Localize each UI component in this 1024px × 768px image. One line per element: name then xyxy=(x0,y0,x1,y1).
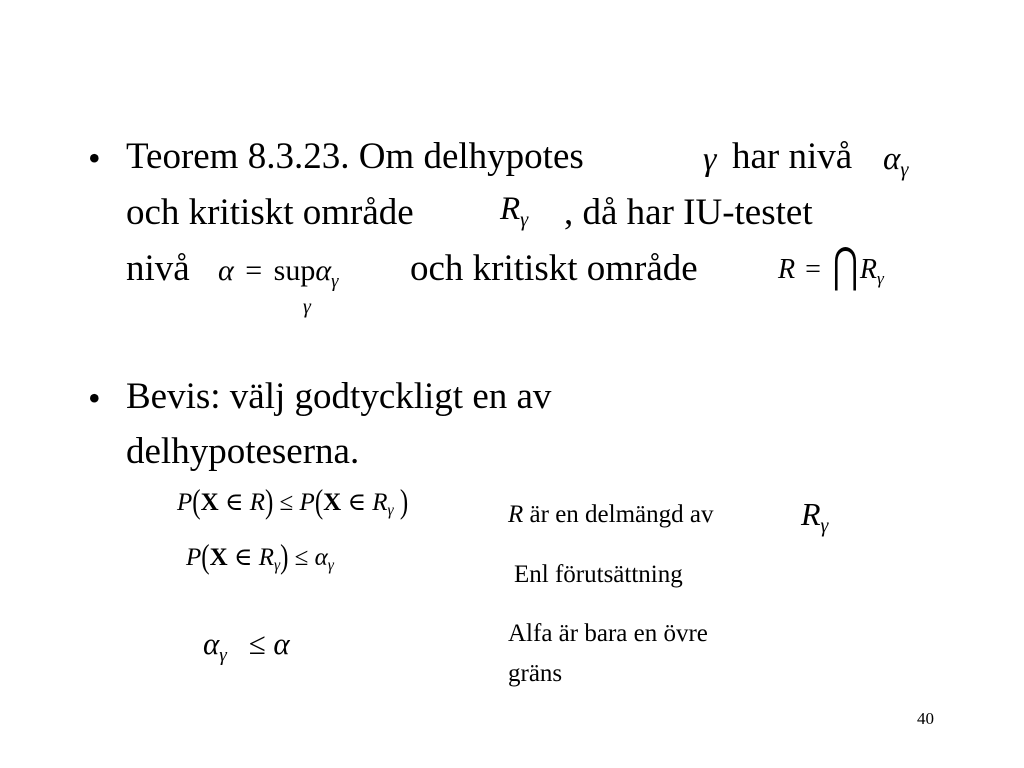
probability-inequality-2 xyxy=(186,539,334,576)
alpha-equals-sup-formula xyxy=(218,254,339,292)
R-gamma-symbol xyxy=(801,496,829,537)
gamma-subscript: γ xyxy=(900,159,909,182)
theorem-text-part-4: , då har IU-testet xyxy=(564,192,813,233)
alpha-symbol: α xyxy=(883,141,901,177)
R-symbol: R xyxy=(500,191,521,227)
probability-inequality-1 xyxy=(177,484,409,521)
close-paren: ) xyxy=(280,539,289,576)
note-delmangd xyxy=(508,497,720,533)
bullet-marker-1: • xyxy=(88,138,101,178)
close-paren: ) xyxy=(399,484,409,521)
alpha-symbol: α xyxy=(273,626,290,661)
leq-symbol: ≤ xyxy=(279,489,294,516)
X-symbol: X xyxy=(209,544,228,571)
R-gamma-symbol xyxy=(500,191,529,232)
P-symbol: P xyxy=(186,544,202,571)
R-equals-intersection-formula xyxy=(778,240,884,294)
big-intersection-symbol: ⋂ xyxy=(832,240,859,294)
gamma-subscript: γ xyxy=(876,269,884,289)
R-symbol: R xyxy=(372,489,388,516)
sup-operator: sup xyxy=(273,254,316,287)
P-symbol: P xyxy=(177,489,193,516)
leq-symbol: ≤ xyxy=(248,626,266,661)
element-of-symbol: ∈ xyxy=(233,544,253,571)
R-symbol: R xyxy=(508,501,524,528)
close-paren: ) xyxy=(264,484,274,521)
theorem-text-part-2: har nivå xyxy=(732,136,853,177)
gamma-subscript: γ xyxy=(219,644,227,666)
theorem-text-part-5: nivå xyxy=(126,248,190,289)
X-symbol: X xyxy=(200,489,219,516)
note-alfa-line-2: gräns xyxy=(508,660,563,687)
gamma-subscript: γ xyxy=(327,557,334,575)
R-symbol: R xyxy=(859,254,877,285)
theorem-text-part-6: och kritiskt område xyxy=(410,248,698,289)
page-number: 40 xyxy=(917,709,934,728)
equals-sign: = xyxy=(245,254,263,287)
alpha-symbol: α xyxy=(314,544,328,571)
R-symbol: R xyxy=(258,544,274,571)
equals-sign: = xyxy=(805,254,821,285)
R-symbol: R xyxy=(801,496,821,532)
element-of-symbol: ∈ xyxy=(224,489,244,516)
open-paren: ( xyxy=(192,484,201,521)
gamma-subscript: γ xyxy=(520,209,529,232)
gamma-symbol: γ xyxy=(703,141,717,178)
gamma-subscript: γ xyxy=(331,270,339,292)
open-paren: ( xyxy=(201,539,210,576)
gamma-subscript: γ xyxy=(387,502,394,520)
alpha-symbol: α xyxy=(315,254,332,287)
leq-symbol: ≤ xyxy=(294,544,309,571)
note-alfa-line-1: Alfa är bara en övre xyxy=(508,620,708,647)
R-symbol: R xyxy=(778,254,796,285)
note-enl-forutsattning: Enl förutsättning xyxy=(514,561,683,588)
proof-text-line-2: delhypoteserna. xyxy=(126,431,360,472)
gamma-subscript: γ xyxy=(273,557,281,575)
gamma-subscript: γ xyxy=(820,514,829,537)
X-symbol: X xyxy=(323,489,342,516)
bullet-marker-2: • xyxy=(88,378,101,418)
element-of-symbol: ∈ xyxy=(347,489,366,516)
theorem-text-part-1: Teorem 8.3.23. Om delhypotes xyxy=(126,136,584,177)
note-delmangd-text: är en delmängd av xyxy=(523,501,720,528)
R-symbol: R xyxy=(249,489,265,516)
alpha-gamma-symbol xyxy=(883,141,909,182)
alpha-symbol: α xyxy=(218,254,234,287)
sup-gamma-subscript: γ xyxy=(303,296,311,318)
theorem-text-part-3: och kritiskt område xyxy=(126,192,414,233)
proof-text-line-1: Bevis: välj godtyckligt en av xyxy=(126,376,552,417)
alpha-symbol: α xyxy=(203,626,220,661)
P-symbol: P xyxy=(299,489,315,516)
open-paren: ( xyxy=(314,484,324,521)
alpha-gamma-leq-alpha xyxy=(203,626,290,666)
